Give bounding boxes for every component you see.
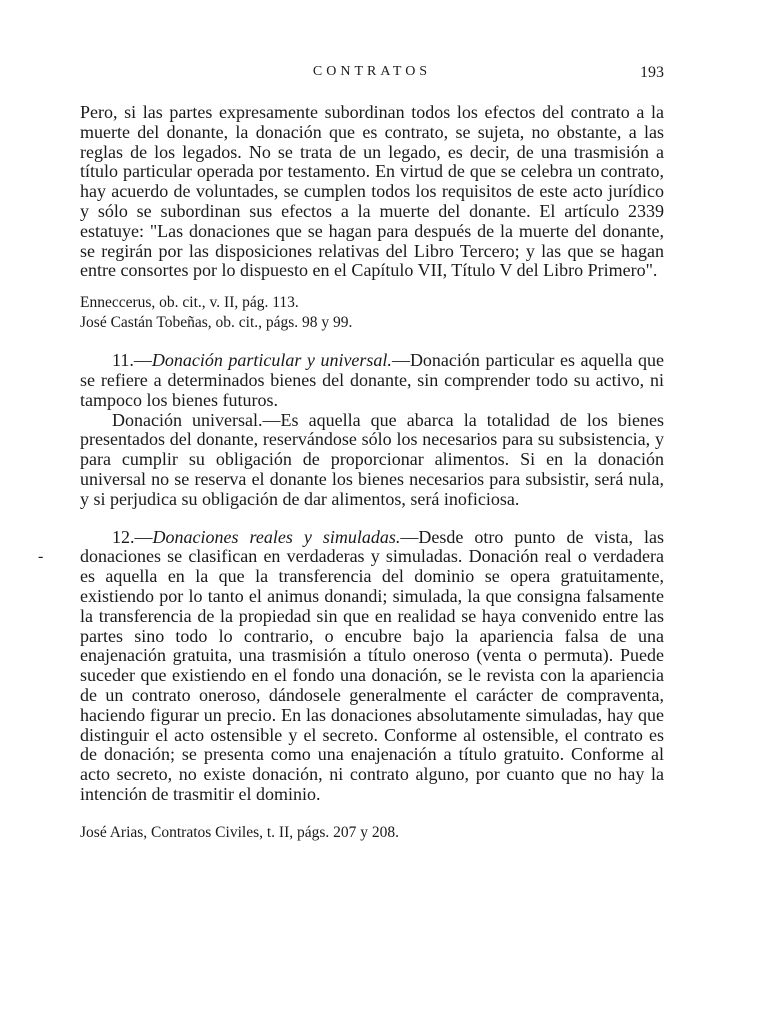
section-12-text: —Desde otro punto de vista, las donaciones se clasifican en verdaderas y simuladas. Donación real o verdadera es aquella en la que la transferencia del dominio se opera gratuitamente, existiendo por lo tanto el animus donandi; simulada, la que consigna falsamente la transferencia de la propiedad sin que en realidad se haya convenido entre las partes sino todo lo contrario, o encubre bajo la apariencia falsa de una enajenación gratuita, una trasmisión a título oneroso (venta o permuta). Puede suceder que existiendo en el fondo una donación, se le revista con la apariencia de un contrato oneroso, dándosele generalmente el carácter de compraventa, haciendo figurar un precio. En las donaciones absolutamente simuladas, hay que distinguir el acto ostensible y el secreto. Conforme al ostensible, el contrato es de donación; se presenta como una enajenación a título gratuito. Conforme al acto secreto, no existe donación, ni contrato alguno, por cuanto que no hay la intención de trasmitir el dominio. [80, 526, 664, 804]
section-12-title: Donaciones reales y simuladas. [152, 526, 401, 547]
paragraph-legados: Pero, si las partes expresamente subordinan todos los efectos del contrato a la muerte del donante, la donación que es contrato, se sujeta, no obstante, a las reglas de los legados. No se trata de un legado, es decir, de una trasmisión a título particular operada por testamento. En virtud de que se celebra un contrato, hay acuerdo de voluntades, se cumplen todos los requisitos de este acto jurídico y sólo se subordinan sus efectos a la muerte del donante. El artículo 2339 estatuye: "Las donaciones que se hagan para después de la muerte del donante, se regirán por las disposiciones relativas del Libro Tercero; y las que se hagan entre consortes por lo dispuesto en el Capítulo VII, Título V del Libro Primero". [80, 102, 664, 281]
running-title: CONTRATOS [312, 64, 432, 79]
reference-castan: José Castán Tobeñas, ob. cit., págs. 98 y 99. [80, 314, 353, 332]
section-11-paragraph [80, 351, 664, 410]
section-11-text: —Donación particular es aquella que se refiere a determinados bienes del donante, sin comprender todo su activo, ni tampoco los bienes futuros. [80, 350, 664, 410]
section-12-paragraph [80, 528, 664, 805]
page-header [80, 64, 664, 88]
margin-mark: - [38, 548, 44, 565]
section-11-number: 11.— [112, 350, 152, 371]
references-block-2 [80, 823, 664, 843]
reference-arias: José Arias, Contratos Civiles, t. II, págs. 207 y 208. [80, 823, 400, 841]
section-12-number: 12.— [112, 526, 153, 547]
paragraph-donacion-universal: Donación universal.—Es aquella que abarca la totalidad de los bienes presentados del donante, reservándose sólo los necesarios para su subsistencia, y para cumplir su obligación de proporcionar alimentos. Si en la donación universal no se reserva el donante los bienes necesarios para subsistir, será nula, y si perjudica su obligación de dar alimentos, será inoficiosa. [80, 409, 664, 509]
page-body [80, 103, 664, 843]
reference-enneccerus: Enneccerus, ob. cit., v. II, pág. 113. [80, 294, 299, 312]
section-11-title: Donación particular y universal. [151, 350, 392, 371]
references-block-1 [80, 293, 664, 333]
page-number: 193 [640, 64, 664, 81]
